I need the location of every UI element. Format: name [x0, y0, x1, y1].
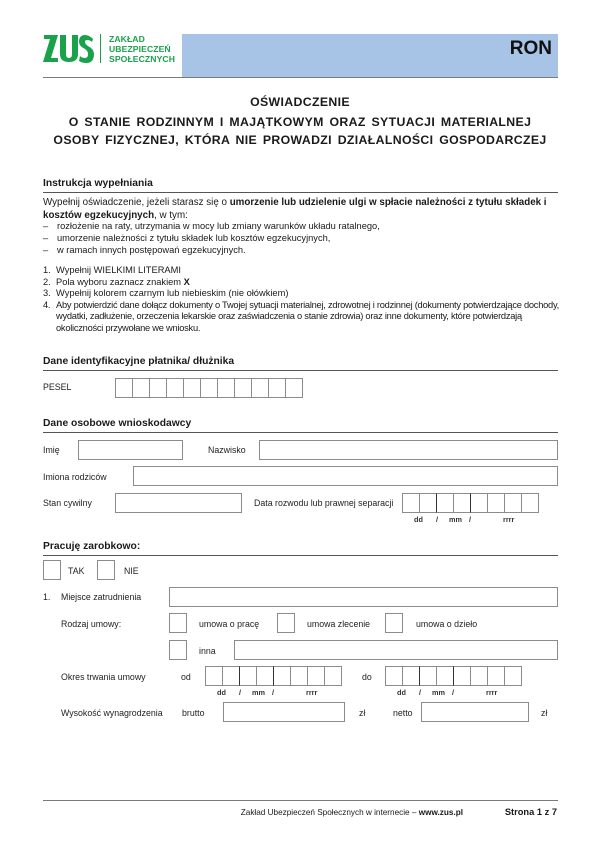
pesel-input[interactable] — [115, 378, 302, 398]
instructions-dash-list — [43, 220, 380, 257]
employed-no-checkbox[interactable] — [97, 560, 115, 580]
pesel-digit-cell[interactable] — [166, 378, 184, 398]
step-text: Aby potwierdzić dane dołącz dokumenty o Twojej sytuacji materialnej, zdrowotnej i rodzinnej (dokumenty potwierdzające dochody, wydatki, zadłużenie, orzeczenia lekarskie oraz zaświadczenia o stanie zdrowia) oraz inne dokumenty, które potwierdzają okoliczności przywołane we wniosku. — [56, 299, 560, 333]
pesel-digit-cell[interactable] — [251, 378, 269, 398]
list-item: – umorzenie należności z tytułu składek lub kosztów egzekucyjnych, — [43, 232, 380, 244]
contract-mandate-label: umowa zlecenie — [307, 619, 371, 629]
pesel-digit-cell[interactable] — [132, 378, 150, 398]
pesel-digit-cell[interactable] — [285, 378, 303, 398]
net-label: netto — [393, 708, 413, 718]
workplace-number: 1. — [43, 592, 51, 602]
date-year-cell[interactable] — [470, 666, 488, 686]
footer-divider — [43, 800, 558, 801]
period-from-date-input[interactable] — [205, 666, 341, 686]
date-hint-slash: / — [272, 688, 275, 697]
gross-label: brutto — [182, 708, 205, 718]
footer-text — [43, 808, 463, 817]
date-year-cell[interactable] — [504, 666, 522, 686]
contract-employment-label: umowa o pracę — [199, 619, 260, 629]
footer-caption: Zakład Ubezpieczeń Społecznych w internecie – — [240, 808, 419, 817]
date-year-cell[interactable] — [487, 493, 505, 513]
logo-line: UBEZPIECZEŃ — [109, 44, 171, 54]
page-number: Strona 1 z 7 — [504, 807, 557, 817]
list-item: – w ramach innych postępowań egzekucyjnych. — [43, 244, 380, 256]
contract-mandate-checkbox[interactable] — [277, 613, 295, 633]
date-day-cell[interactable] — [402, 493, 420, 513]
step-number: 4. — [43, 299, 51, 310]
step-number: 3. — [43, 288, 51, 299]
date-format-hint — [385, 688, 545, 698]
date-year-cell[interactable] — [521, 493, 539, 513]
date-year-cell[interactable] — [504, 493, 522, 513]
pesel-digit-cell[interactable] — [115, 378, 133, 398]
list-item — [43, 277, 561, 289]
workplace-label: Miejsce zatrudnienia — [61, 592, 142, 602]
date-year-cell[interactable] — [453, 666, 471, 686]
date-hint-mm: mm — [252, 688, 265, 697]
date-year-cell[interactable] — [290, 666, 308, 686]
logo-divider — [100, 34, 101, 63]
date-year-cell[interactable] — [470, 493, 488, 513]
period-from-label: od — [181, 672, 191, 682]
gross-salary-field[interactable] — [223, 702, 345, 722]
workplace-field[interactable] — [169, 587, 558, 607]
date-hint-dd: dd — [217, 688, 226, 697]
divorce-date-label: Data rozwodu lub prawnej separacji — [254, 498, 394, 508]
parents-names-label: Imiona rodziców — [43, 472, 107, 482]
pesel-digit-cell[interactable] — [183, 378, 201, 398]
date-hint-slash: / — [469, 515, 472, 524]
list-item — [43, 288, 561, 300]
date-hint-mm: mm — [432, 688, 445, 697]
instructions-intro — [43, 197, 561, 222]
pesel-digit-cell[interactable] — [149, 378, 167, 398]
divorce-date-input[interactable] — [402, 493, 538, 513]
period-to-label: do — [362, 672, 372, 682]
salary-label: Wysokość wynagrodzenia — [61, 708, 163, 718]
form-subtitle: O STANIE RODZINNYM I MAJĄTKOWYM ORAZ SYTUACJI MATERIALNEJ — [68, 115, 532, 129]
date-format-hint — [205, 688, 365, 698]
logo-line: SPOŁECZNYCH — [109, 54, 176, 64]
date-month-cell[interactable] — [453, 493, 471, 513]
last-name-field[interactable] — [259, 440, 558, 460]
pesel-digit-cell[interactable] — [234, 378, 252, 398]
date-hint-yyyy: rrrr — [486, 688, 498, 697]
marital-status-field[interactable] — [115, 493, 242, 513]
contract-work-label: umowa o dzieło — [416, 619, 478, 629]
date-year-cell[interactable] — [324, 666, 342, 686]
step-number: 2. — [43, 276, 51, 287]
first-name-field[interactable] — [78, 440, 183, 460]
zus-logo-icon — [43, 33, 95, 63]
date-hint-yyyy: rrrr — [503, 515, 515, 524]
step-bold-text: X — [183, 276, 190, 287]
date-day-cell[interactable] — [222, 666, 240, 686]
employed-yes-checkbox[interactable] — [43, 560, 61, 580]
date-hint-mm: mm — [449, 515, 462, 524]
date-hint-slash: / — [239, 688, 242, 697]
step-text: Wypełnij WIELKIMI LITERAMI — [56, 265, 181, 275]
gross-currency: zł — [359, 708, 366, 718]
step-text: Pola wyboru zaznacz znakiem — [56, 276, 184, 287]
pesel-digit-cell[interactable] — [200, 378, 218, 398]
contract-work-checkbox[interactable] — [385, 613, 403, 633]
date-day-cell[interactable] — [205, 666, 223, 686]
date-year-cell[interactable] — [487, 666, 505, 686]
instructions-steps — [43, 265, 561, 335]
date-hint-dd: dd — [397, 688, 406, 697]
logo-wordmark — [109, 34, 175, 64]
date-hint-slash: / — [436, 515, 439, 524]
step-text: Wypełnij kolorem czarnym lub niebieskim (nie ołówkiem) — [56, 288, 289, 299]
contract-other-field[interactable] — [234, 640, 558, 660]
first-name-label: Imię — [43, 445, 60, 455]
list-item — [43, 300, 561, 335]
date-day-cell[interactable] — [419, 493, 437, 513]
date-day-cell[interactable] — [402, 666, 420, 686]
list-item: – rozłożenie na raty, utrzymania w mocy lub zmiany warunków układu ratalnego, — [43, 220, 380, 232]
contract-other-checkbox[interactable] — [169, 640, 187, 660]
date-hint-yyyy: rrrr — [306, 688, 318, 697]
section-heading-payer: Dane identyfikacyjne płatnika/ dłużnika — [43, 356, 558, 371]
last-name-label: Nazwisko — [208, 445, 246, 455]
date-month-cell[interactable] — [256, 666, 274, 686]
pesel-digit-cell[interactable] — [217, 378, 235, 398]
intro-text: Wypełnij oświadczenie, jeżeli starasz się o — [43, 197, 230, 208]
period-to-date-input[interactable] — [385, 666, 521, 686]
date-hint-dd: dd — [414, 515, 423, 524]
date-month-cell[interactable] — [436, 493, 454, 513]
footer-link[interactable]: www.zus.pl — [418, 808, 463, 817]
date-month-cell[interactable] — [419, 666, 437, 686]
date-hint-slash: / — [452, 688, 455, 697]
employed-no-label: NIE — [124, 566, 139, 576]
form-subtitle: OSOBY FIZYCZNEJ, KTÓRA NIE PROWADZI DZIAŁALNOŚCI GOSPODARCZEJ — [53, 133, 547, 147]
pesel-label: PESEL — [43, 382, 72, 392]
section-heading-instructions: Instrukcja wypełniania — [43, 178, 558, 193]
form-title: OŚWIADCZENIE — [250, 95, 350, 109]
contract-other-label: inna — [199, 646, 216, 656]
list-item — [43, 265, 561, 277]
net-salary-field[interactable] — [421, 702, 529, 722]
date-day-cell[interactable] — [385, 666, 403, 686]
date-format-hint — [402, 515, 562, 525]
step-number: 1. — [43, 265, 51, 275]
pesel-digit-cell[interactable] — [268, 378, 286, 398]
date-month-cell[interactable] — [239, 666, 257, 686]
intro-text: , w tym: — [154, 209, 188, 221]
form-code: RON — [509, 38, 552, 59]
section-heading-employment: Pracuję zarobkowo: — [43, 541, 558, 556]
marital-status-label: Stan cywilny — [43, 498, 92, 508]
logo-line: ZAKŁAD — [109, 34, 145, 44]
contract-period-label: Okres trwania umowy — [61, 672, 146, 682]
contract-type-label: Rodzaj umowy: — [61, 619, 122, 629]
employed-yes-label: TAK — [68, 566, 85, 576]
date-hint-slash: / — [419, 688, 422, 697]
net-currency: zł — [541, 708, 548, 718]
date-year-cell[interactable] — [273, 666, 291, 686]
header-divider — [43, 77, 558, 78]
date-year-cell[interactable] — [307, 666, 325, 686]
intro-bold-text: umorzenie lub udzielenie ulgi w spłacie należności z tytułu składek i kosztów egzekucyjnych — [43, 197, 547, 221]
date-month-cell[interactable] — [436, 666, 454, 686]
header-band — [182, 34, 558, 77]
contract-employment-checkbox[interactable] — [169, 613, 187, 633]
section-heading-personal: Dane osobowe wnioskodawcy — [43, 418, 558, 433]
parents-names-field[interactable] — [133, 466, 558, 486]
